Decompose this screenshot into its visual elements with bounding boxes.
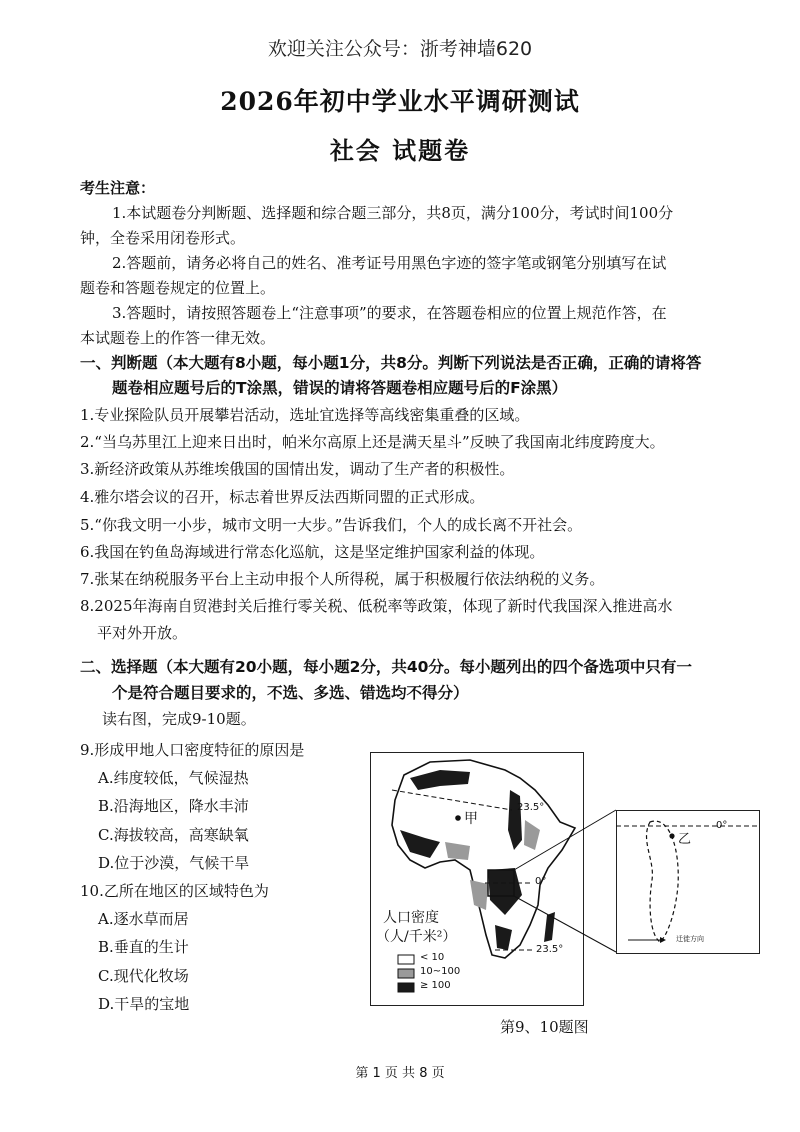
question-7: 7.张某在纳税服务平台上主动申报个人所得税，属于积极履行依法纳税的义务。 bbox=[80, 570, 605, 588]
legend-swatch-high bbox=[398, 983, 414, 992]
legend-label-low: < 10 bbox=[420, 952, 445, 963]
madagascar bbox=[544, 912, 555, 942]
question-2: 2.“当乌苏里江上迎来日出时，帕米尔高原上还是满天星斗”反映了我国南北纬度跨度大。 bbox=[80, 433, 665, 451]
label-equator: 0° bbox=[535, 876, 547, 887]
notice-line-4: 题卷和答题卷规定的位置上。 bbox=[80, 279, 276, 297]
question-10-stem: 10.乙所在地区的区域特色为 bbox=[80, 882, 269, 900]
section1-heading-1: 一、判断题（本大题有8小题，每小题1分，共8分。判断下列说法是否正确，正确的请将答 bbox=[80, 354, 702, 372]
notice-line-1: 1.本试题卷分判断题、选择题和综合题三部分，共8页，满分100分，考试时间100分 bbox=[112, 204, 674, 222]
q10-option-b: B.垂直的生计 bbox=[98, 938, 189, 956]
figure-caption: 第9、10题图 bbox=[500, 1018, 589, 1036]
yi-point bbox=[669, 833, 674, 838]
legend-label-mid: 10~100 bbox=[420, 966, 461, 977]
q10-option-a: A.逐水草而居 bbox=[98, 910, 189, 928]
section2-intro: 读右图，完成9-10题。 bbox=[102, 710, 256, 728]
question-8-cont: 平对外开放。 bbox=[97, 624, 188, 642]
q10-option-d: D.干旱的宝地 bbox=[98, 995, 190, 1013]
label-yi: 乙 bbox=[678, 832, 692, 847]
notice-heading: 考生注意： bbox=[80, 179, 156, 197]
exam-title: 2026年初中学业水平调研测试 bbox=[220, 87, 580, 116]
notice-line-6: 本试题卷上的作答一律无效。 bbox=[80, 329, 276, 347]
question-8: 8.2025年海南自贸港封关后推行零关税、低税率等政策，体现了新时代我国深入推进高水 bbox=[80, 597, 673, 615]
section2-heading-2: 个是符合题目要求的，不选、多选、错选均不得分） bbox=[112, 684, 469, 702]
legend-title-2: （人/千米²） bbox=[376, 929, 457, 945]
exam-subtitle: 社会 试题卷 bbox=[329, 136, 471, 165]
section1-heading-2: 题卷相应题号后的T涂黑，错误的请将答题卷相应题号后的F涂黑） bbox=[112, 379, 568, 397]
q9-option-c: C.海拔较高，高寒缺氧 bbox=[98, 826, 249, 844]
q9-option-a: A.纬度较低，气候湿热 bbox=[98, 769, 249, 787]
watermark: 欢迎关注公众号：浙考神墙620 bbox=[267, 38, 533, 60]
legend-title-1: 人口密度 bbox=[383, 910, 439, 926]
jia-point bbox=[455, 815, 461, 821]
question-3: 3.新经济政策从苏维埃俄国的国情出发，调动了生产者的积极性。 bbox=[80, 460, 515, 478]
label-inset-legend: 迁徙方向 bbox=[676, 935, 704, 943]
question-9-stem: 9.形成甲地人口密度特征的原因是 bbox=[80, 741, 305, 759]
label-jia: 甲 bbox=[464, 811, 478, 827]
page-footer: 第 1 页 共 8 页 bbox=[355, 1066, 445, 1081]
q9-option-d: D.位于沙漠，气候干旱 bbox=[98, 854, 250, 872]
migration-route bbox=[647, 821, 679, 942]
label-tropic-south: 23.5° bbox=[536, 944, 564, 955]
notice-line-3: 2.答题前，请务必将自己的姓名、准考证号用黑色字迹的签字笔或钢笔分别填写在试 bbox=[112, 254, 667, 272]
legend-swatch-low bbox=[398, 955, 414, 964]
legend-label-high: ≥ 100 bbox=[420, 980, 451, 991]
label-tropic-north: 23.5° bbox=[517, 802, 545, 813]
notice-line-2: 钟，全卷采用闭卷形式。 bbox=[80, 229, 246, 247]
question-6: 6.我国在钓鱼岛海域进行常态化巡航，这是坚定维护国家利益的体现。 bbox=[80, 543, 545, 561]
q10-option-c: C.现代化牧场 bbox=[98, 967, 189, 985]
section2-heading-1: 二、选择题（本大题有20小题，每小题2分，共40分。每小题列出的四个备选项中只有一 bbox=[80, 658, 692, 676]
question-1: 1.专业探险队员开展攀岩活动，选址宜选择等高线密集重叠的区域。 bbox=[80, 406, 530, 424]
label-inset-equator: 0° bbox=[716, 820, 728, 831]
legend-swatch-mid bbox=[398, 969, 414, 978]
question-5: 5.“你我文明一小步，城市文明一大步。”告诉我们，个人的成长离不开社会。 bbox=[80, 516, 583, 534]
q9-option-b: B.沿海地区，降水丰沛 bbox=[98, 797, 249, 815]
notice-line-5: 3.答题时，请按照答题卷上“注意事项”的要求，在答题卷相应的位置上规范作答，在 bbox=[112, 304, 667, 322]
density-mid-2 bbox=[470, 880, 488, 910]
question-4: 4.雅尔塔会议的召开，标志着世界反法西斯同盟的正式形成。 bbox=[80, 488, 485, 506]
